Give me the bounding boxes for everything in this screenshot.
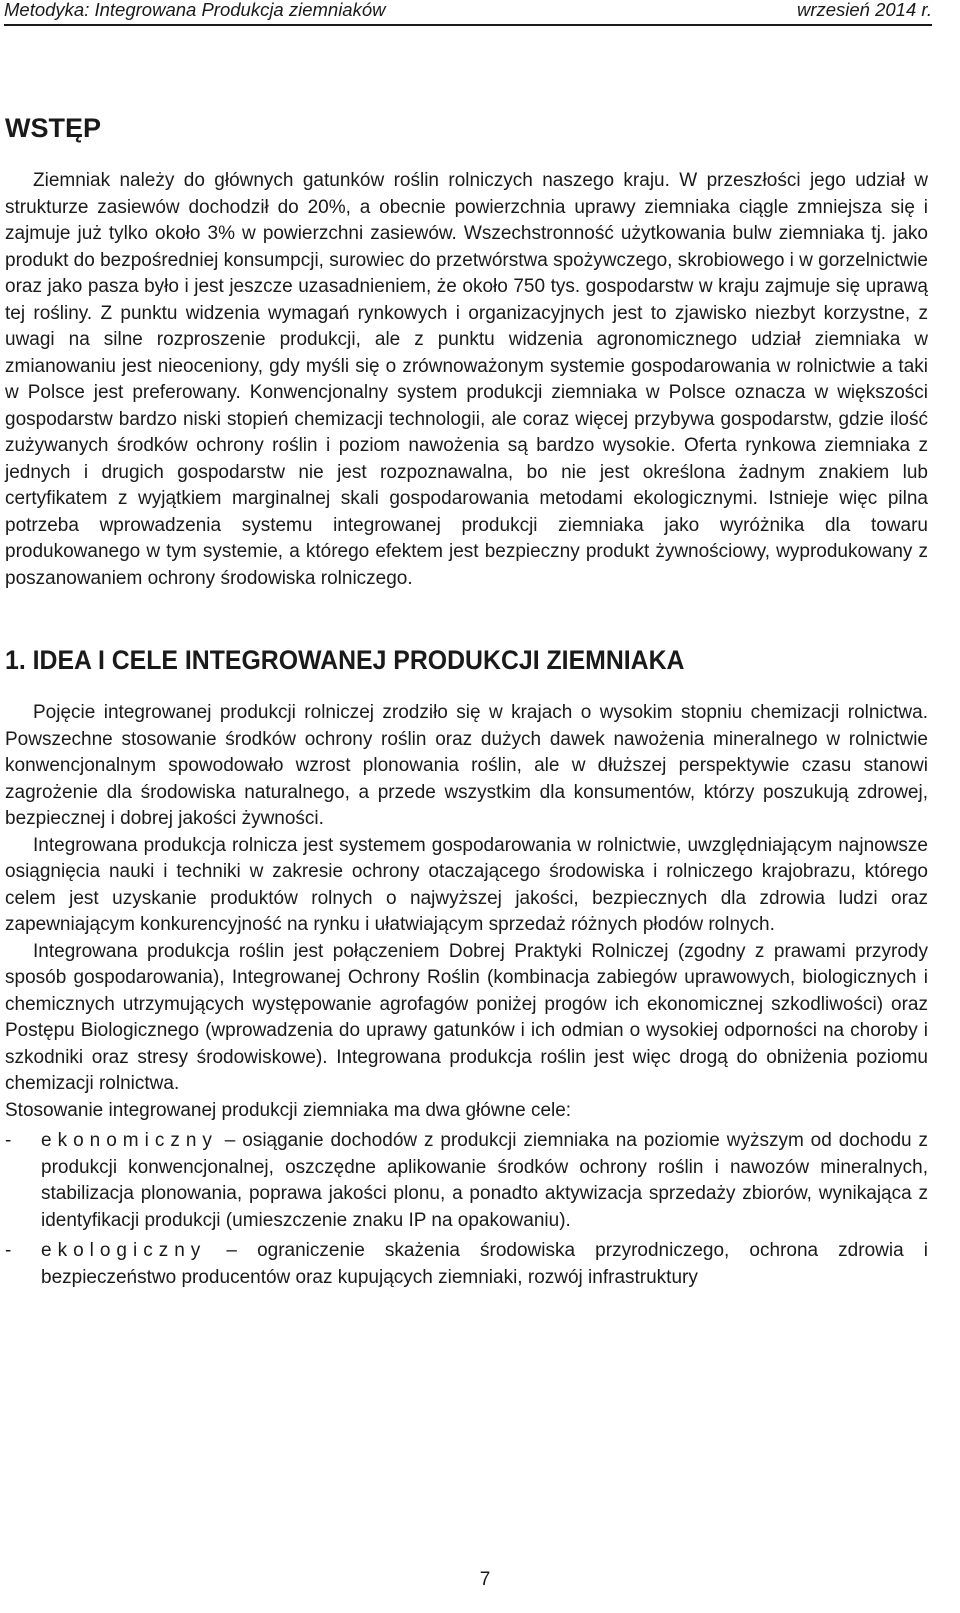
page-header bbox=[4, 0, 932, 26]
goal-item-economic bbox=[5, 1128, 928, 1234]
goal-item-ecological bbox=[5, 1238, 928, 1291]
intro-heading: WSTĘP bbox=[5, 113, 102, 143]
goal-term-ecological: ekologiczny bbox=[41, 1240, 207, 1261]
page-content bbox=[5, 108, 928, 1291]
header-document-title: Metodyka: Integrowana Produkcja ziemniaków bbox=[4, 0, 386, 20]
chapter-paragraph-3: Integrowana produkcja roślin jest połączeniem Dobrej Praktyki Rolniczej (zgodny z prawami przyrody sposób gospodarowania), Integrowanej Ochrony Roślin (kombinacja zabiegów uprawowych, biologicznych i chemicznych utrzymujących występowanie agrofagów poniżej progów ich ekonomicznej szkodliwości) oraz Postępu Biologicznego (wprowadzenia do uprawy gatunków i ich odmian o wysokiej odporności na choroby i szkodniki oraz stresy środowiskowe). Integrowana produkcja roślin jest więc drogą do obniżenia poziomu chemizacji rolnictwa. bbox=[5, 940, 928, 1094]
page-number: 7 bbox=[479, 1569, 491, 1590]
list-dash: - bbox=[5, 1240, 12, 1261]
chapter-heading: 1. IDEA I CELE INTEGROWANEJ PRODUKCJI ZIEMNIAKA bbox=[5, 645, 685, 675]
goal-text-economic: – osiąganie dochodów z produkcji ziemniaka na poziomie wyższym od dochodu z produkcji konwencjonalnej, oszczędne aplikowanie środków ochrony roślin i nawozów mineralnych, stabilizacja plonowania, poprawa jakości plonu, a ponadto aktywizacja sprzedaży zbiorów, wynikająca z identyfikacji produkcji (umieszczenie znaku IP na opakowaniu). bbox=[41, 1130, 928, 1231]
chapter-paragraph-4: Stosowanie integrowanej produkcji ziemniaka ma dwa główne cele: bbox=[5, 1099, 572, 1121]
goals-list bbox=[5, 1128, 928, 1291]
list-dash: - bbox=[5, 1130, 12, 1151]
intro-paragraph: Ziemniak należy do głównych gatunków roślin rolniczych naszego kraju. W przeszłości jego udział w strukturze zasiewów dochodził do 20%, a obecnie powierzchnia uprawy ziemniaka ciągle zmniejsza się i zajmuje już tylko około 3% w powierzchni zasiewów. Wszechstronność użytkowania bulw ziemniaka tj. jako produkt do bezpośredniej konsumpcji, surowiec do przetwórstwa spożywczego, skrobiowego i w gorzelnictwie oraz jako pasza było i jest jeszcze uzasadnieniem, że około 750 tys. gospodarstw w kraju zajmuje się uprawą tej rośliny. Z punktu widzenia wymagań rynkowych i organizacyjnych jest to zjawisko niezbyt korzystne, z uwagi na silne rozproszenie produkcji, ale z punktu widzenia agronomicznego udział ziemniaka w zmianowaniu jest nieoceniony, gdy myśli się o zrównoważonym systemie gospodarowania w rolnictwie a taki w Polsce jest preferowany. Konwencjonalny system produkcji ziemniaka w Polsce oznacza w większości gospodarstw bardzo niski stopień chemizacji technologii, ale coraz więcej przybywa gospodarstw, gdzie ilość zużywanych środków ochrony roślin i poziom nawożenia są bardzo wysokie. Oferta rynkowa ziemniaka z jednych i drugich gospodarstw nie jest rozpoznawalna, bo nie jest określona żadnym znakiem lub certyfikatem z wyjątkiem marginalnej skali gospodarowania metodami ekologicznymi. Istnieje więc pilna potrzeba wprowadzenia systemu integrowanej produkcji ziemniaka jako wyróżnika dla towaru produkowanego w tym systemie, a którego efektem jest bezpieczny produkt żywnościowy, wyprodukowany z poszanowaniem ochrony środowiska rolniczego. bbox=[5, 170, 928, 589]
header-date: wrzesień 2014 r. bbox=[796, 0, 932, 20]
chapter-paragraph-2: Integrowana produkcja rolnicza jest systemem gospodarowania w rolnictwie, uwzględniającym najnowsze osiągnięcia nauki i techniki w zakresie ochrony otaczającego środowiska i rolniczego krajobrazu, którego celem jest uzyskanie produktów rolnych o najwyższej jakości, bezpiecznych dla zdrowia ludzi oraz zapewniającym konkurencyjność na rynku i ułatwiającym sprzedaż różnych płodów rolnych. bbox=[5, 834, 928, 935]
goal-term-economic: ekonomiczny bbox=[41, 1130, 218, 1151]
chapter-paragraph-1: Pojęcie integrowanej produkcji rolniczej zrodziło się w krajach o wysokim stopniu chemizacji rolnictwa. Powszechne stosowanie środków ochrony roślin oraz dużych dawek nawożenia mineralnego w rolnictwie konwencjonalnym spowodowało wzrost plonowania roślin, ale w dłuższej perspektywie czasu stanowi zagrożenie dla środowiska naturalnego, a przede wszystkim dla konsumentów, którzy poszukują zdrowej, bezpiecznej i dobrej jakości żywności. bbox=[5, 702, 928, 829]
goal-text-ecological: – ograniczenie skażenia środowiska przyrodniczego, ochrona zdrowia i bezpieczeństwo producentów oraz kupujących ziemniaki, rozwój infrastruktury bbox=[41, 1240, 928, 1288]
